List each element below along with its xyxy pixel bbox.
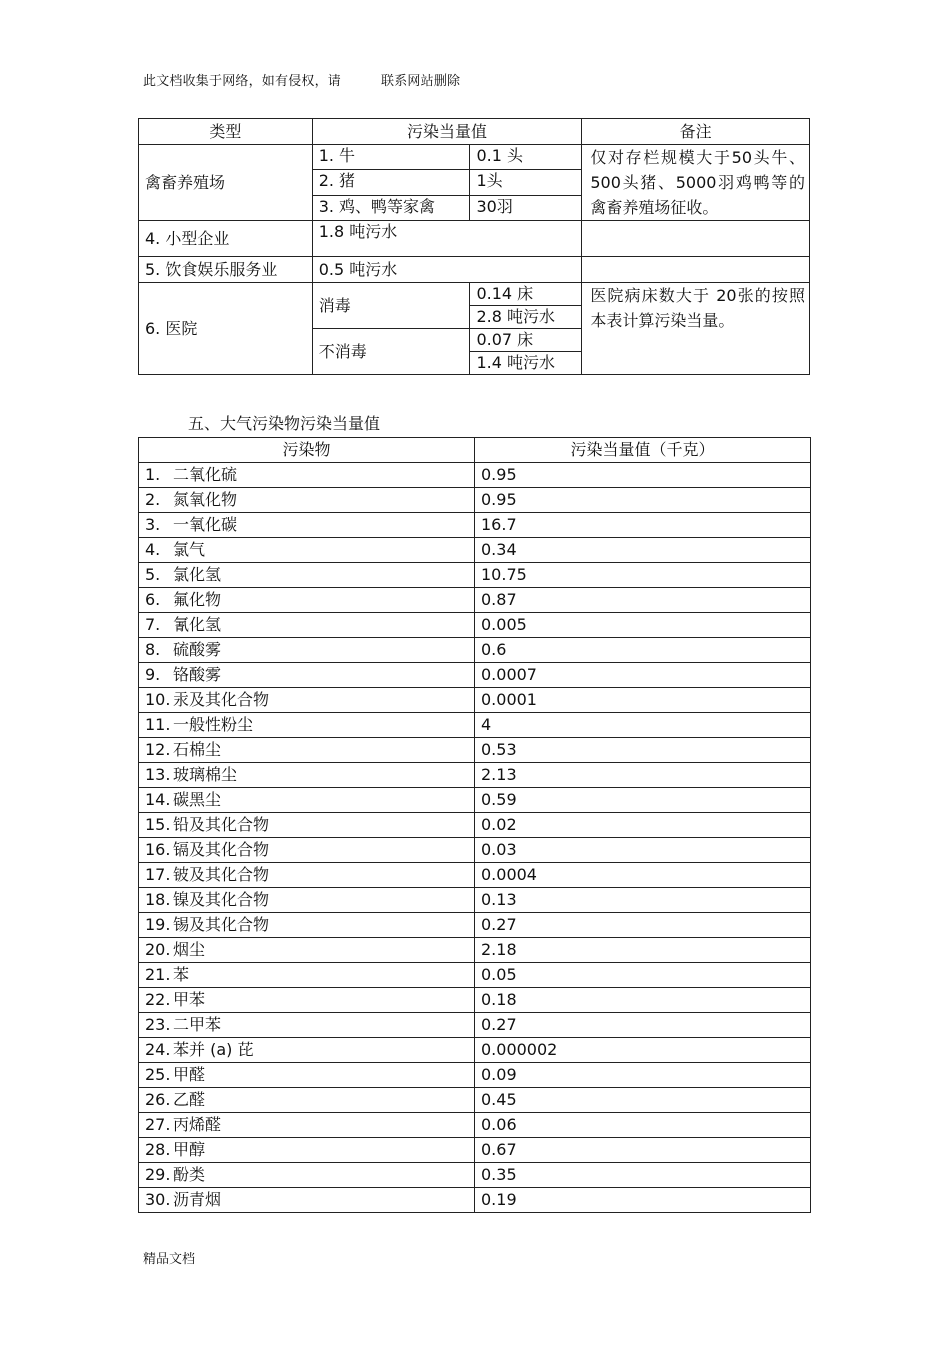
catering-label: 5. 饮食娱乐服务业 (139, 257, 313, 283)
table-row (139, 283, 810, 306)
row-number: 4. (145, 540, 161, 559)
pollutant-name-cell (139, 1113, 475, 1138)
header-value: 污染当量值 (312, 119, 582, 145)
pollutant-name-cell (139, 913, 475, 938)
pollutant-name: 镉及其化合物 (173, 840, 270, 859)
row-number: 27. (145, 1115, 171, 1134)
table-row (139, 1013, 811, 1038)
hospital-note: 医院病床数大于 20张的按照本表计算污染当量。 (582, 283, 810, 375)
table-row (139, 763, 811, 788)
row-number: 10. (145, 690, 171, 709)
pollutant-value: 0.27 (475, 913, 811, 938)
pollutant-name: 氯化氢 (173, 565, 222, 584)
pollutant-value: 0.45 (475, 1088, 811, 1113)
page-header (143, 70, 460, 89)
table-row (139, 863, 811, 888)
air-pollutant-rows (139, 463, 811, 1213)
pollutant-name: 甲苯 (173, 990, 206, 1009)
pollutant-value: 0.53 (475, 738, 811, 763)
pollutant-name-cell (139, 613, 475, 638)
pollutant-name-cell (139, 713, 475, 738)
pollutant-name: 二氧化硫 (173, 465, 238, 484)
row-number: 13. (145, 765, 171, 784)
pollutant-name: 二甲苯 (173, 1015, 222, 1034)
row-number: 19. (145, 915, 171, 934)
empty-note (582, 221, 810, 257)
table-row (139, 713, 811, 738)
page-footer: 精品文档 (143, 1252, 196, 1267)
pollutant-name-cell (139, 638, 475, 663)
header-equivalent: 污染当量值（千克） (475, 438, 811, 463)
pollutant-value: 2.13 (475, 763, 811, 788)
pollutant-name: 氯气 (173, 540, 206, 559)
header-type: 类型 (139, 119, 313, 145)
pollutant-value: 0.09 (475, 1063, 811, 1088)
pollutant-name-cell (139, 488, 475, 513)
pollutant-value: 0.03 (475, 838, 811, 863)
pollutant-name: 汞及其化合物 (173, 690, 270, 709)
no-disinfect-label: 不消毒 (312, 329, 470, 375)
pollutant-value: 0.67 (475, 1138, 811, 1163)
table-row (139, 988, 811, 1013)
table-row (139, 257, 810, 283)
table-row (139, 1063, 811, 1088)
pollutant-value: 0.0007 (475, 663, 811, 688)
row-number: 2. (145, 490, 161, 509)
table-row (139, 638, 811, 663)
pollutant-name-cell (139, 813, 475, 838)
table-row (139, 1163, 811, 1188)
pollutant-name: 一般性粉尘 (173, 715, 254, 734)
row-number: 25. (145, 1065, 171, 1084)
pollutant-name-cell (139, 938, 475, 963)
disinfect-value: 0.14 床 (470, 283, 582, 306)
row-number: 22. (145, 990, 171, 1009)
livestock-name: 3. 鸡、鸭等家禽 (312, 195, 470, 220)
pollutant-value: 0.02 (475, 813, 811, 838)
row-number: 5. (145, 565, 161, 584)
pollutant-value: 0.0004 (475, 863, 811, 888)
table-row (139, 1188, 811, 1213)
pollutant-name: 酚类 (173, 1165, 206, 1184)
table-row (139, 738, 811, 763)
table-row (139, 913, 811, 938)
header-right: 联系网站删除 (381, 74, 461, 89)
pollutant-value: 0.95 (475, 463, 811, 488)
row-number: 16. (145, 840, 171, 859)
livestock-name: 1. 牛 (312, 145, 470, 170)
table-header-row (139, 438, 811, 463)
pollutant-value: 0.35 (475, 1163, 811, 1188)
pollutant-name: 石棉尘 (173, 740, 222, 759)
pollutant-name-cell (139, 513, 475, 538)
table-row (139, 513, 811, 538)
pollutant-value: 0.87 (475, 588, 811, 613)
row-number: 24. (145, 1040, 171, 1059)
pollutant-name: 铍及其化合物 (173, 865, 270, 884)
pollutant-value: 0.19 (475, 1188, 811, 1213)
table-row (139, 563, 811, 588)
header-note: 备注 (582, 119, 810, 145)
pollutant-value: 4 (475, 713, 811, 738)
pollutant-name-cell (139, 838, 475, 863)
table-row (139, 221, 810, 257)
pollutant-name: 氟化物 (173, 590, 222, 609)
pollutant-name: 甲醇 (173, 1140, 206, 1159)
pollutant-name-cell (139, 738, 475, 763)
row-number: 7. (145, 615, 161, 634)
pollutant-name: 玻璃棉尘 (173, 765, 238, 784)
row-number: 29. (145, 1165, 171, 1184)
livestock-label: 禽畜养殖场 (139, 145, 313, 221)
pollutant-name-cell (139, 688, 475, 713)
row-number: 15. (145, 815, 171, 834)
air-pollutant-table (138, 437, 811, 1213)
pollutant-value: 0.95 (475, 488, 811, 513)
pollutant-name-cell (139, 1063, 475, 1088)
pollutant-name-cell (139, 663, 475, 688)
row-number: 9. (145, 665, 161, 684)
pollutant-name-cell (139, 1188, 475, 1213)
pollutant-name-cell (139, 963, 475, 988)
water-pollution-table (138, 118, 810, 375)
row-number: 23. (145, 1015, 171, 1034)
table-row (139, 788, 811, 813)
pollutant-name-cell (139, 1038, 475, 1063)
pollutant-name: 铬酸雾 (173, 665, 222, 684)
pollutant-value: 2.18 (475, 938, 811, 963)
small-enterprise-value: 1.8 吨污水 (312, 221, 582, 257)
pollutant-name: 乙醛 (173, 1090, 206, 1109)
pollutant-name-cell (139, 588, 475, 613)
pollutant-name: 苯 (173, 965, 190, 984)
pollutant-value: 16.7 (475, 513, 811, 538)
empty-note (582, 257, 810, 283)
pollutant-name: 丙烯醛 (173, 1115, 222, 1134)
pollutant-name-cell (139, 988, 475, 1013)
pollutant-name-cell (139, 888, 475, 913)
row-number: 20. (145, 940, 171, 959)
pollutant-name: 一氧化碳 (173, 515, 238, 534)
table-row (139, 888, 811, 913)
pollutant-name: 苯并 (a) 芘 (173, 1040, 254, 1059)
pollutant-name-cell (139, 463, 475, 488)
row-number: 6. (145, 590, 161, 609)
row-number: 21. (145, 965, 171, 984)
pollutant-name-cell (139, 788, 475, 813)
pollutant-name-cell (139, 1163, 475, 1188)
pollutant-value: 10.75 (475, 563, 811, 588)
table-row (139, 463, 811, 488)
pollutant-name-cell (139, 563, 475, 588)
pollutant-name-cell (139, 863, 475, 888)
pollutant-name: 甲醛 (173, 1065, 206, 1084)
table-row (139, 1138, 811, 1163)
table-row (139, 1038, 811, 1063)
pollutant-name: 氮氧化物 (173, 490, 238, 509)
no-disinfect-value: 1.4 吨污水 (470, 352, 582, 375)
row-number: 14. (145, 790, 171, 809)
pollutant-value: 0.000002 (475, 1038, 811, 1063)
row-number: 30. (145, 1190, 171, 1209)
section-title: 五、大气污染物污染当量值 (188, 414, 381, 433)
pollutant-value: 0.0001 (475, 688, 811, 713)
pollutant-name: 镍及其化合物 (173, 890, 270, 909)
row-number: 28. (145, 1140, 171, 1159)
pollutant-name: 氰化氢 (173, 615, 222, 634)
pollutant-name-cell (139, 1138, 475, 1163)
pollutant-value: 0.6 (475, 638, 811, 663)
row-number: 3. (145, 515, 161, 534)
row-number: 12. (145, 740, 171, 759)
livestock-value: 0.1 头 (470, 145, 582, 170)
pollutant-name: 碳黑尘 (173, 790, 222, 809)
header-pollutant: 污染物 (139, 438, 475, 463)
row-number: 17. (145, 865, 171, 884)
small-enterprise-label: 4. 小型企业 (139, 221, 313, 257)
row-number: 1. (145, 465, 161, 484)
pollutant-name-cell (139, 1088, 475, 1113)
pollutant-name: 锡及其化合物 (173, 915, 270, 934)
hospital-label: 6. 医院 (139, 283, 313, 375)
table-row (139, 688, 811, 713)
table-row (139, 613, 811, 638)
livestock-note: 仅对存栏规模大于50头牛、500头猪、5000羽鸡鸭等的禽畜养殖场征收。 (582, 145, 810, 221)
pollutant-value: 0.13 (475, 888, 811, 913)
table-row (139, 1113, 811, 1138)
table-row (139, 838, 811, 863)
livestock-name: 2. 猪 (312, 170, 470, 195)
row-number: 18. (145, 890, 171, 909)
table-row (139, 963, 811, 988)
pollutant-name: 烟尘 (173, 940, 206, 959)
disinfect-label: 消毒 (312, 283, 470, 329)
table-row (139, 588, 811, 613)
disinfect-value: 2.8 吨污水 (470, 306, 582, 329)
livestock-value: 1头 (470, 170, 582, 195)
table-row (139, 538, 811, 563)
pollutant-name: 沥青烟 (173, 1190, 222, 1209)
row-number: 8. (145, 640, 161, 659)
pollutant-value: 0.05 (475, 963, 811, 988)
table-row (139, 145, 810, 170)
pollutant-value: 0.005 (475, 613, 811, 638)
table-row (139, 813, 811, 838)
catering-value: 0.5 吨污水 (312, 257, 582, 283)
pollutant-name-cell (139, 538, 475, 563)
pollutant-value: 0.06 (475, 1113, 811, 1138)
table-row (139, 488, 811, 513)
row-number: 26. (145, 1090, 171, 1109)
table-header-row (139, 119, 810, 145)
livestock-value: 30羽 (470, 195, 582, 220)
table-row (139, 1088, 811, 1113)
pollutant-name-cell (139, 763, 475, 788)
pollutant-value: 0.18 (475, 988, 811, 1013)
pollutant-value: 0.59 (475, 788, 811, 813)
pollutant-name: 铅及其化合物 (173, 815, 270, 834)
row-number: 11. (145, 715, 171, 734)
table-row (139, 938, 811, 963)
pollutant-value: 0.34 (475, 538, 811, 563)
table-row (139, 663, 811, 688)
pollutant-value: 0.27 (475, 1013, 811, 1038)
no-disinfect-value: 0.07 床 (470, 329, 582, 352)
header-left: 此文档收集于网络，如有侵权，请 (143, 74, 342, 89)
pollutant-name-cell (139, 1013, 475, 1038)
pollutant-name: 硫酸雾 (173, 640, 222, 659)
